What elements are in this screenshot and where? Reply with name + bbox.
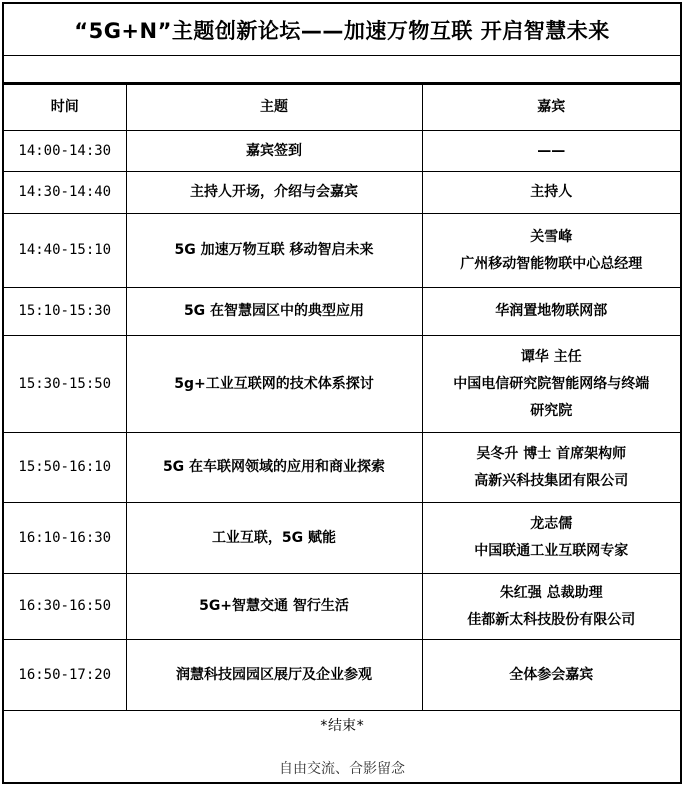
guest-line: 主持人 [530,184,573,200]
topic-cell: 5G 在车联网领域的应用和商业探索 [126,433,422,503]
agenda-sheet [2,2,682,784]
guest-cell [422,336,680,433]
table-row [4,172,680,214]
guest-cell [422,214,680,288]
table-row [4,336,680,433]
header-guest: 嘉宾 [422,85,680,131]
guest-line: 朱红强 总裁助理 [499,584,603,601]
table-row [4,433,680,503]
topic-cell: 5G 加速万物互联 移动智启未来 [126,214,422,288]
guest-cell [422,131,680,172]
table-row [4,574,680,640]
table-row [4,640,680,711]
guest-cell [422,574,680,640]
table-header-row [4,85,680,131]
guest-cell [422,433,680,503]
blank-row [4,56,680,84]
guest-line: 研究院 [530,402,573,419]
table-row [4,503,680,574]
guest-cell [422,503,680,574]
header-time: 时间 [4,85,126,131]
time-cell: 16:50-17:20 [4,640,126,711]
time-cell: 16:30-16:50 [4,574,126,640]
guest-line: 中国电信研究院智能网络与终端 [453,375,650,392]
topic-cell: 润慧科技园园区展厅及企业参观 [126,640,422,711]
time-cell: 14:30-14:40 [4,172,126,214]
guest-cell [422,640,680,711]
topic-cell: 5G+智慧交通 智行生活 [126,574,422,640]
end-text: *结束* [319,718,365,734]
time-cell: 14:00-14:30 [4,131,126,172]
guest-line: 谭华 主任 [520,348,582,365]
guest-line: 龙志儒 [530,516,573,532]
topic-cell: 5G 在智慧园区中的典型应用 [126,288,422,336]
topic-cell: 主持人开场，介绍与会嘉宾 [126,172,422,214]
time-cell: 14:40-15:10 [4,214,126,288]
closing-note: 自由交流、合影留念 [279,761,405,777]
topic-cell: 工业互联，5G 赋能 [126,503,422,574]
guest-line: 佳都新太科技股份有限公司 [467,611,636,628]
guest-cell [422,288,680,336]
time-cell: 15:30-15:50 [4,336,126,433]
guest-line: 高新兴科技集团有限公司 [474,472,629,489]
time-cell: 15:50-16:10 [4,433,126,503]
footer [4,712,680,784]
guest-cell [422,172,680,214]
guest-line: 关雪峰 [530,228,573,245]
agenda-table [4,84,680,711]
table-row [4,214,680,288]
guest-line: 全体参会嘉宾 [509,666,594,683]
header-topic: 主题 [126,85,422,131]
table-row [4,131,680,172]
time-cell: 15:10-15:30 [4,288,126,336]
guest-line: —— [537,142,566,159]
page-title: “5G+N”主题创新论坛——加速万物互联 开启智慧未来 [4,4,680,56]
topic-cell: 嘉宾签到 [126,131,422,172]
topic-cell: 5g+工业互联网的技术体系探讨 [126,336,422,433]
guest-line: 吴冬升 博士 首席架构师 [476,445,627,462]
table-row [4,288,680,336]
guest-line: 中国联通工业互联网专家 [474,543,629,559]
time-cell: 16:10-16:30 [4,503,126,574]
guest-line: 广州移动智能物联中心总经理 [460,255,643,272]
guest-line: 华润置地物联网部 [495,303,608,319]
